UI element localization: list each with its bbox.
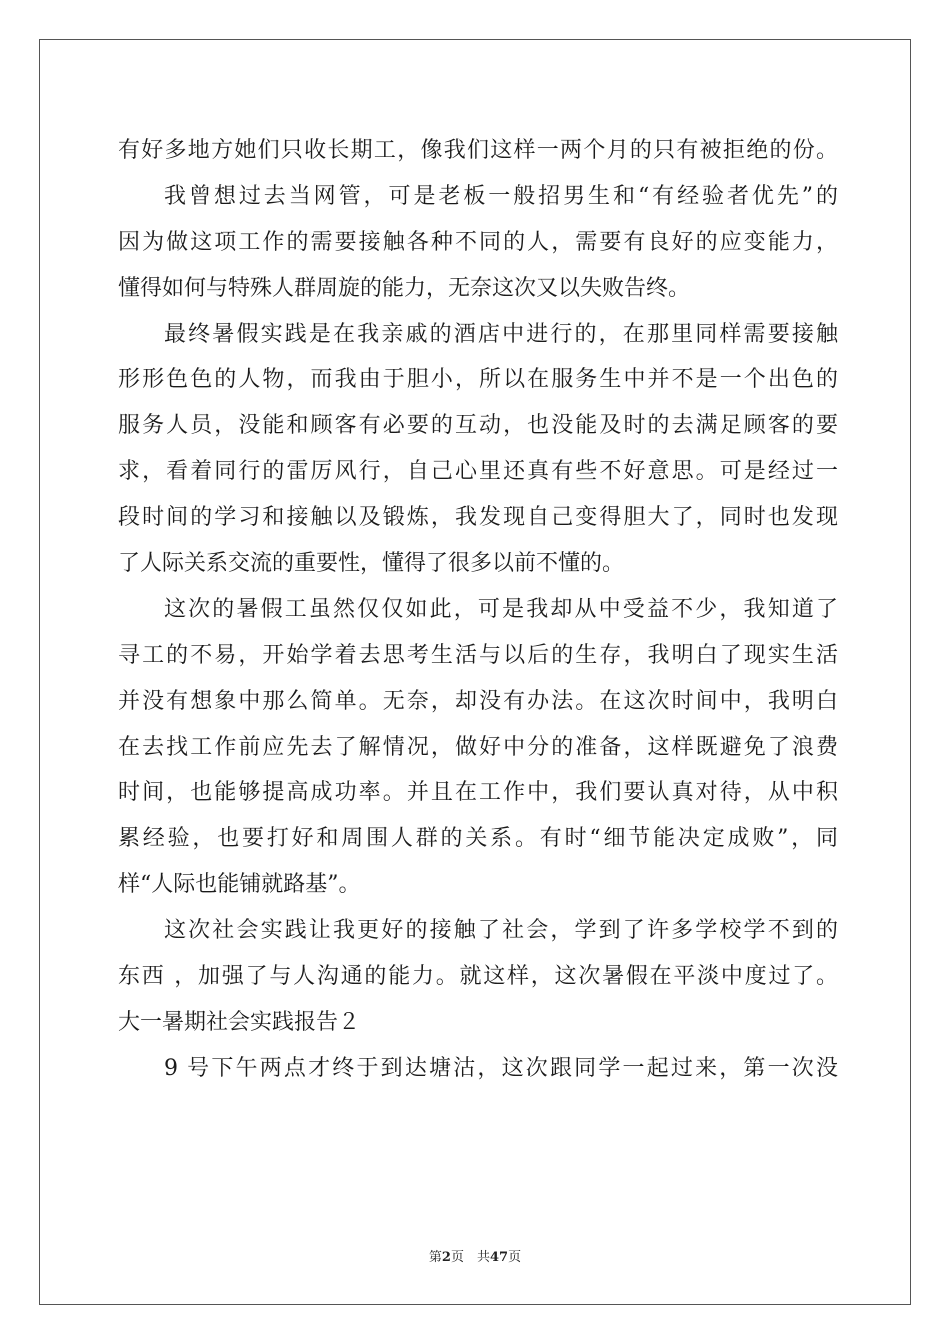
section-heading: 大一暑期社会实践报告２ [118, 1009, 361, 1035]
text-line: 了人际关系交流的重要性，懂得了很多以前不懂的。 [118, 551, 625, 577]
text-line: 样“人际也能铺就路基”。 [118, 872, 361, 898]
footer-prefix: 第 [428, 1250, 442, 1265]
text-line: 最终暑假实践是在我亲戚的酒店中进行的，在那里同样需要接触 [164, 321, 838, 347]
text-line: 我曾想过去当网管，可是老板一般招男生和“有经验者优先”的 [164, 183, 838, 209]
text-line: 在去找工作前应先去了解情况，做好中分的准备，这样既避免了浪费 [118, 734, 838, 760]
text-line: 服务人员，没能和顾客有必要的互动，也没能及时的去满足顾客的要 [118, 413, 838, 439]
total-pages-number: 47 [489, 1250, 509, 1265]
document-body [118, 128, 838, 1092]
text-line: 求，看着同行的雷厉风行，自己心里还真有些不好意思。可是经过一 [118, 459, 838, 485]
page-footer [0, 1246, 950, 1265]
text-line: 因为做这项工作的需要接触各种不同的人，需要有良好的应变能力， [118, 229, 838, 255]
text-line: 累经验，也要打好和周围人群的关系。有时“细节能决定成败”，同 [118, 826, 838, 852]
text-line: 9 号下午两点才终于到达塘沽，这次跟同学一起过来，第一次没 [164, 1055, 838, 1081]
text-line: 这次社会实践让我更好的接触了社会，学到了许多学校学不到的 [164, 918, 838, 944]
text-line: 并没有想象中那么简单。无奈，却没有办法。在这次时间中，我明白 [118, 688, 838, 714]
current-page-number: 2 [441, 1250, 451, 1265]
text-line: 寻工的不易，开始学着去思考生活与以后的生存，我明白了现实生活 [118, 642, 838, 668]
footer-middle: 页 共 [450, 1250, 490, 1265]
text-line: 这次的暑假工虽然仅仅如此，可是我却从中受益不少，我知道了 [164, 596, 838, 622]
text-line: 时间，也能够提高成功率。并且在工作中，我们要认真对待，从中积 [118, 780, 838, 806]
text-line: 有好多地方她们只收长期工，像我们这样一两个月的只有被拒绝的份。 [118, 138, 838, 163]
text-line: 段时间的学习和接触以及锻炼，我发现自己变得胆大了，同时也发现 [118, 505, 838, 531]
footer-suffix: 页 [508, 1250, 522, 1265]
text-line: 懂得如何与特殊人群周旋的能力，无奈这次又以失败告终。 [118, 275, 691, 301]
text-line: 形形色色的人物，而我由于胆小，所以在服务生中并不是一个出色的 [118, 367, 838, 393]
text-line: 东西 ，加强了与人沟通的能力。就这样，这次暑假在平淡中度过了。 [118, 964, 838, 990]
